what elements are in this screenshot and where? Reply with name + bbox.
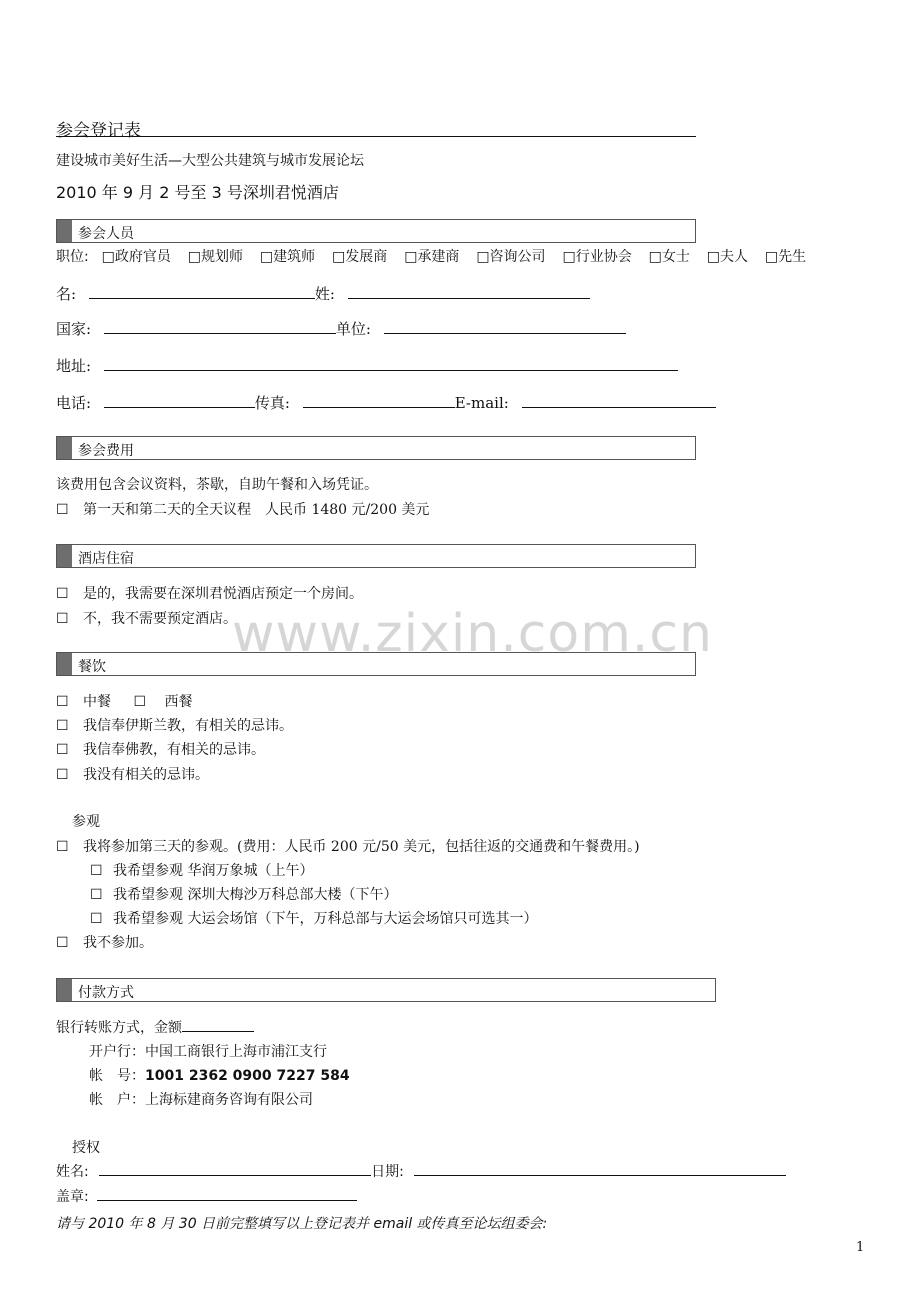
diet-option-none bbox=[56, 764, 209, 784]
email-field[interactable] bbox=[522, 393, 716, 408]
position-option-architect[interactable]: □建筑师 bbox=[259, 249, 316, 265]
address-field[interactable] bbox=[104, 356, 678, 371]
section-fees-label: 参会费用 bbox=[78, 443, 134, 459]
seal-row bbox=[56, 1186, 357, 1206]
diet-islam-checkbox[interactable]: ☐ bbox=[56, 718, 69, 734]
section-payment-label: 付款方式 bbox=[78, 985, 134, 1001]
seal-field[interactable] bbox=[97, 1186, 357, 1201]
section-hotel-label: 酒店住宿 bbox=[78, 551, 134, 567]
address-row bbox=[56, 355, 678, 376]
section-bar bbox=[57, 653, 72, 675]
bank-row bbox=[89, 1041, 327, 1061]
fee-checkbox[interactable]: ☐ bbox=[56, 502, 69, 518]
forum-subtitle: 建设城市美好生活—大型公共建筑与城市发展论坛 bbox=[56, 153, 364, 169]
company-field[interactable] bbox=[384, 319, 626, 334]
contact-row bbox=[56, 392, 716, 413]
email-label: E-mail: bbox=[454, 394, 509, 412]
tour-sub3-label: 我希望参观 大运会场馆（下午，万科总部与大运会场馆只可选其一） bbox=[113, 911, 538, 927]
auth-name-field[interactable] bbox=[99, 1161, 371, 1176]
tour-join-row bbox=[56, 836, 640, 856]
section-bar bbox=[57, 437, 72, 459]
tour-decline-checkbox[interactable]: ☐ bbox=[56, 935, 69, 951]
position-option-government[interactable]: □政府官员 bbox=[101, 249, 171, 265]
fees-description: 该费用包含会议资料，茶歇，自助午餐和入场凭证。 bbox=[56, 477, 378, 493]
section-bar bbox=[57, 220, 72, 242]
given-name-label: 名: bbox=[56, 285, 77, 303]
given-name-field[interactable] bbox=[89, 284, 315, 299]
date-venue: 2010 年 9 月 2 号至 3 号深圳君悦酒店 bbox=[56, 183, 339, 202]
page-number: 1 bbox=[856, 1240, 865, 1255]
tour-join-checkbox[interactable]: ☐ bbox=[56, 839, 69, 855]
tour-sub3-checkbox[interactable]: ☐ bbox=[90, 911, 103, 927]
account-number-label: 帐 号： bbox=[89, 1068, 145, 1084]
auth-date-label: 日期: bbox=[371, 1164, 404, 1180]
phone-field[interactable] bbox=[104, 393, 255, 408]
tour-decline-label: 我不参加。 bbox=[83, 935, 154, 951]
transfer-row bbox=[56, 1017, 254, 1037]
bank-label: 开户行： bbox=[89, 1044, 145, 1060]
diet-none-checkbox[interactable]: ☐ bbox=[56, 767, 69, 783]
account-name-value: 上海标建商务咨询有限公司 bbox=[145, 1092, 313, 1108]
hotel-yes-label: 是的，我需要在深圳君悦酒店预定一个房间。 bbox=[83, 586, 364, 602]
meal-row bbox=[56, 691, 192, 711]
transfer-label: 银行转账方式，金额 bbox=[56, 1020, 182, 1036]
position-option-association[interactable]: □行业协会 bbox=[562, 249, 632, 265]
surname-field[interactable] bbox=[348, 284, 590, 299]
auth-name-label: 姓名: bbox=[56, 1164, 89, 1180]
authorization-heading: 授权 bbox=[72, 1140, 100, 1156]
hotel-option-yes bbox=[56, 583, 363, 603]
diet-option-islam bbox=[56, 715, 293, 735]
position-option-developer[interactable]: □发展商 bbox=[332, 249, 388, 265]
section-bar bbox=[57, 979, 72, 1001]
tour-sub1-label: 我希望参观 华润万象城（上午） bbox=[113, 863, 314, 879]
surname-label: 姓: bbox=[314, 285, 335, 303]
account-number-row bbox=[89, 1065, 350, 1085]
amount-field[interactable] bbox=[182, 1017, 254, 1032]
auth-date-field[interactable] bbox=[414, 1161, 786, 1176]
diet-none-label: 我没有相关的忌讳。 bbox=[83, 767, 210, 783]
section-fees bbox=[56, 436, 696, 460]
tour-decline-row bbox=[56, 932, 153, 952]
western-meal-checkbox[interactable]: ☐ bbox=[133, 694, 147, 710]
hotel-yes-checkbox[interactable]: ☐ bbox=[56, 586, 69, 602]
address-label: 地址: bbox=[56, 357, 92, 375]
title-option-mr[interactable]: □先生 bbox=[764, 249, 807, 265]
bank-value: 中国工商银行上海市浦江支行 bbox=[145, 1044, 327, 1060]
tour-sub-option-2 bbox=[90, 884, 397, 904]
section-participants-label: 参会人员 bbox=[78, 226, 134, 242]
fee-option-label: 第一天和第二天的全天议程 人民币 1480 元/200 美元 bbox=[83, 502, 430, 518]
position-option-planner[interactable]: □规划师 bbox=[187, 249, 243, 265]
tour-sub2-label: 我希望参观 深圳大梅沙万科总部大楼（下午） bbox=[113, 887, 398, 903]
title-rule bbox=[56, 136, 696, 137]
fee-option-row bbox=[56, 499, 429, 519]
fax-field[interactable] bbox=[303, 393, 455, 408]
tour-join-label: 我将参加第三天的参观。(费用：人民币 200 元/50 美元，包括往返的交通费和午餐费用。) bbox=[83, 839, 640, 855]
tour-heading: 参观 bbox=[72, 814, 100, 830]
section-hotel bbox=[56, 544, 696, 568]
western-meal-label: 西餐 bbox=[164, 694, 193, 710]
hotel-no-label: 不，我不需要预定酒店。 bbox=[83, 611, 238, 627]
diet-islam-label: 我信奉伊斯兰教，有相关的忌讳。 bbox=[83, 718, 294, 734]
form-title: 参会登记表 bbox=[56, 121, 141, 141]
title-option-ms[interactable]: □女士 bbox=[648, 249, 690, 265]
account-name-label: 帐 户： bbox=[89, 1092, 145, 1108]
watermark: www.zixin.com.cn bbox=[232, 604, 713, 664]
country-company-row bbox=[56, 318, 626, 339]
country-label: 国家: bbox=[56, 320, 92, 338]
chinese-meal-label: 中餐 bbox=[83, 694, 112, 710]
hotel-option-no bbox=[56, 608, 237, 628]
name-row bbox=[56, 283, 590, 304]
account-name-row bbox=[89, 1089, 313, 1109]
tour-sub1-checkbox[interactable]: ☐ bbox=[90, 863, 103, 879]
diet-buddhism-label: 我信奉佛教，有相关的忌讳。 bbox=[83, 742, 266, 758]
account-number-value: 1001 2362 0900 7227 584 bbox=[145, 1068, 350, 1084]
country-field[interactable] bbox=[104, 319, 336, 334]
submission-note: 请与 2010 年 8 月 30 日前完整填写以上登记表并 email 或传真至论坛组委会: bbox=[56, 1216, 548, 1232]
section-dining bbox=[56, 652, 696, 676]
auth-name-date-row bbox=[56, 1161, 786, 1181]
hotel-no-checkbox[interactable]: ☐ bbox=[56, 611, 69, 627]
chinese-meal-checkbox[interactable]: ☐ bbox=[56, 694, 69, 710]
tour-sub-option-3 bbox=[90, 908, 537, 928]
tour-sub2-checkbox[interactable]: ☐ bbox=[90, 887, 103, 903]
company-label: 单位: bbox=[335, 320, 371, 338]
fax-label: 传真: bbox=[254, 394, 290, 412]
diet-option-buddhism bbox=[56, 739, 265, 759]
seal-label: 盖章: bbox=[56, 1189, 89, 1205]
section-bar bbox=[57, 545, 72, 567]
title-option-mrs[interactable]: □夫人 bbox=[706, 249, 748, 265]
section-participants bbox=[56, 219, 696, 243]
position-label: 职位: bbox=[56, 249, 89, 265]
section-payment bbox=[56, 978, 716, 1002]
tour-sub-option-1 bbox=[90, 860, 313, 880]
position-row bbox=[56, 246, 806, 266]
diet-buddhism-checkbox[interactable]: ☐ bbox=[56, 742, 69, 758]
position-option-contractor[interactable]: □承建商 bbox=[404, 249, 460, 265]
section-dining-label: 餐饮 bbox=[78, 659, 106, 675]
position-option-consultant[interactable]: □咨询公司 bbox=[476, 249, 546, 265]
phone-label: 电话: bbox=[56, 394, 92, 412]
